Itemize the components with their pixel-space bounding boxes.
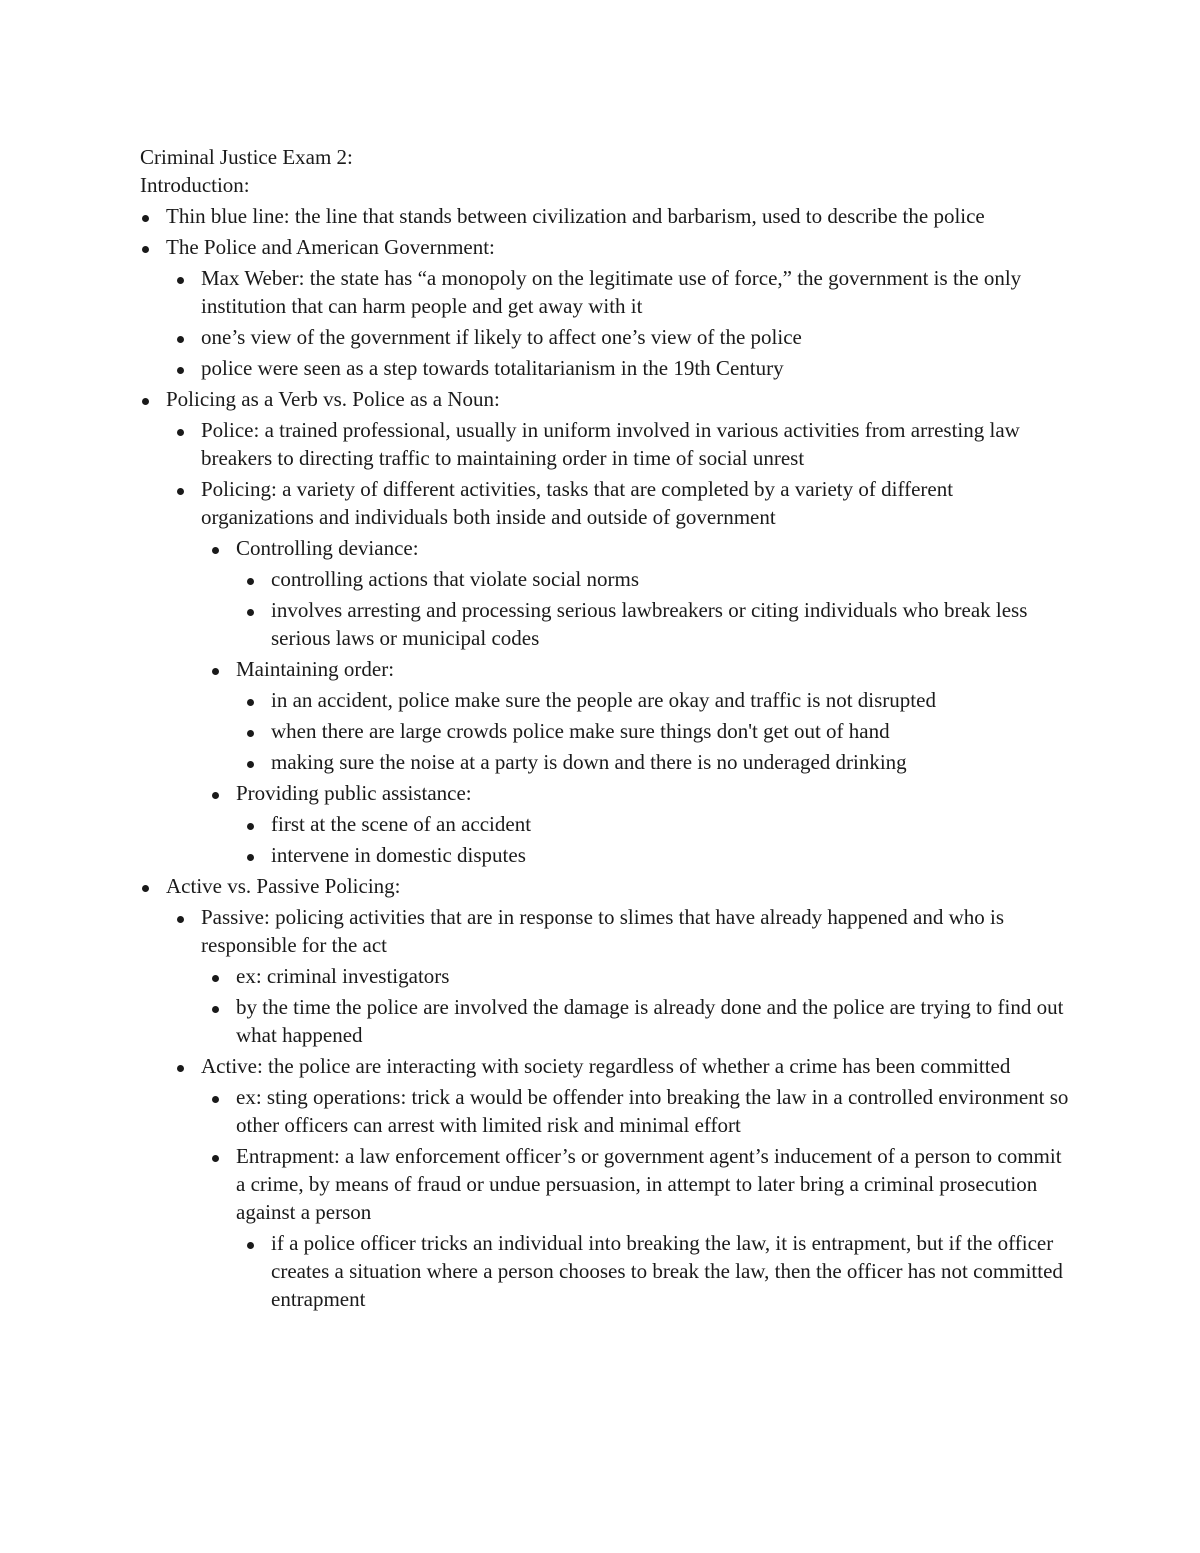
list-item-text: Entrapment: a law enforcement officer’s or government agent’s inducement of a person to commit a crime, by means of fraud or undue persuasion, in attempt to later bring a criminal prosecution against a person <box>236 1144 1062 1224</box>
bullet-icon <box>142 885 149 892</box>
bullet-icon <box>177 916 184 923</box>
list-item <box>210 779 1070 807</box>
bullet-icon <box>177 367 184 374</box>
sublist <box>210 962 1070 1049</box>
document-title: Criminal Justice Exam 2: <box>140 145 353 169</box>
sublist-container <box>140 416 1070 869</box>
sublist-container <box>140 903 1070 1313</box>
section-heading: Introduction: <box>140 173 250 197</box>
list-item <box>210 1083 1070 1139</box>
list-item-text: ex: criminal investigators <box>236 964 450 988</box>
list-item <box>210 962 1070 990</box>
list-item <box>245 810 1070 838</box>
bullet-icon <box>177 336 184 343</box>
bullet-icon <box>142 215 149 222</box>
list-item <box>175 416 1070 472</box>
bullet-icon <box>212 975 219 982</box>
list-item-text: Active vs. Passive Policing: <box>166 874 401 898</box>
bullet-icon <box>177 488 184 495</box>
bullet-icon <box>247 730 254 737</box>
sublist <box>175 416 1070 869</box>
list-item <box>245 841 1070 869</box>
sublist-container <box>140 264 1070 382</box>
list-item <box>210 534 1070 562</box>
bullet-icon <box>212 1096 219 1103</box>
sublist <box>245 565 1070 652</box>
list-item-text: involves arresting and processing serious lawbreakers or citing individuals who break less serious laws or municipal codes <box>271 598 1028 650</box>
sublist <box>245 686 1070 776</box>
sublist <box>210 534 1070 869</box>
list-item-text: Max Weber: the state has “a monopoly on the legitimate use of force,” the government is the only institution that can harm people and get away with it <box>201 266 1022 318</box>
list-item-text: Police: a trained professional, usually in uniform involved in various activities from arresting law breakers to directing traffic to maintaining order in time of social unrest <box>201 418 1020 470</box>
list-item-text: if a police officer tricks an individual into breaking the law, it is entrapment, but if the officer creates a situation where a person chooses to break the law, then the officer has not committed entrapment <box>271 1231 1063 1311</box>
bullet-icon <box>212 668 219 675</box>
bullet-list <box>140 202 1070 1313</box>
list-item <box>210 655 1070 683</box>
list-item <box>245 1229 1070 1313</box>
list-item-text: Policing as a Verb vs. Police as a Noun: <box>166 387 500 411</box>
sublist-container <box>210 565 1070 652</box>
list-item-text: in an accident, police make sure the people are okay and traffic is not disrupted <box>271 688 936 712</box>
bullet-icon <box>247 854 254 861</box>
list-item <box>210 1142 1070 1226</box>
sublist-container <box>210 1229 1070 1313</box>
list-item-text: ex: sting operations: trick a would be offender into breaking the law in a controlled environment so other officers can arrest with limited risk and minimal effort <box>236 1085 1069 1137</box>
list-item <box>245 565 1070 593</box>
list-item <box>140 202 1070 230</box>
sublist-container <box>175 962 1070 1049</box>
list-item-text: Maintaining order: <box>236 657 395 681</box>
sublist <box>245 1229 1070 1313</box>
list-item-text: first at the scene of an accident <box>271 812 532 836</box>
bullet-icon <box>247 761 254 768</box>
bullet-icon <box>247 578 254 585</box>
bullet-icon <box>247 609 254 616</box>
sublist-container <box>210 686 1070 776</box>
bullet-icon <box>247 1242 254 1249</box>
sublist <box>175 903 1070 1313</box>
list-item-text: The Police and American Government: <box>166 235 495 259</box>
list-item <box>140 872 1070 900</box>
list-item-text: by the time the police are involved the damage is already done and the police are trying to find out what happened <box>236 995 1064 1047</box>
bullet-icon <box>212 1006 219 1013</box>
bullet-icon <box>177 429 184 436</box>
list-item-text: Providing public assistance: <box>236 781 472 805</box>
list-item <box>140 233 1070 261</box>
list-item-text: when there are large crowds police make sure things don't get out of hand <box>271 719 890 743</box>
sublist <box>210 1083 1070 1313</box>
list-item-text: one’s view of the government if likely to affect one’s view of the police <box>201 325 802 349</box>
list-item <box>245 748 1070 776</box>
bullet-icon <box>212 792 219 799</box>
sublist-container <box>175 534 1070 869</box>
list-item <box>175 323 1070 351</box>
bullet-icon <box>247 823 254 830</box>
list-item <box>245 686 1070 714</box>
list-item <box>245 717 1070 745</box>
sublist-container <box>175 1083 1070 1313</box>
bullet-icon <box>142 246 149 253</box>
bullet-icon <box>177 277 184 284</box>
list-item <box>175 354 1070 382</box>
bullet-icon <box>212 1155 219 1162</box>
list-item-text: controlling actions that violate social norms <box>271 567 640 591</box>
list-item-text: Active: the police are interacting with society regardless of whether a crime has been committed <box>201 1054 1011 1078</box>
bullet-icon <box>142 398 149 405</box>
list-item-text: making sure the noise at a party is down and there is no underaged drinking <box>271 750 907 774</box>
sublist <box>175 264 1070 382</box>
list-item-text: intervene in domestic disputes <box>271 843 526 867</box>
list-item-text: Policing: a variety of different activities, tasks that are completed by a variety of different organizations and individuals both inside and outside of government <box>201 477 954 529</box>
list-item <box>175 264 1070 320</box>
list-item <box>245 596 1070 652</box>
list-item <box>210 993 1070 1049</box>
list-item <box>175 1052 1070 1080</box>
bullet-icon <box>247 699 254 706</box>
list-item <box>175 903 1070 959</box>
list-item <box>175 475 1070 531</box>
bullet-icon <box>177 1065 184 1072</box>
list-item-text: Controlling deviance: <box>236 536 419 560</box>
sublist <box>245 810 1070 869</box>
list-item-text: police were seen as a step towards totalitarianism in the 19th Century <box>201 356 784 380</box>
sublist-container <box>210 810 1070 869</box>
document-content <box>140 143 1070 1314</box>
list-item-text: Passive: policing activities that are in response to slimes that have already happened and who is responsible for the act <box>201 905 1005 957</box>
bullet-icon <box>212 547 219 554</box>
list-item <box>140 385 1070 413</box>
list-item-text: Thin blue line: the line that stands between civilization and barbarism, used to describe the police <box>166 204 985 228</box>
